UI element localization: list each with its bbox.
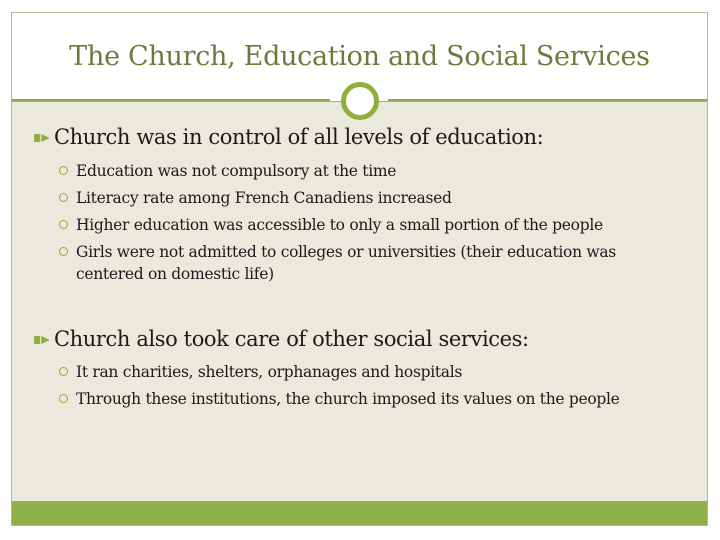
sub-bullet-institutions xyxy=(59,388,676,410)
arrow-bullet-icon xyxy=(41,134,49,142)
slide-content xyxy=(12,13,707,525)
sub-bullet-literacy xyxy=(59,187,676,209)
sub-bullet-text: Girls were not admitted to colleges or universities (their education was xyxy=(76,243,616,261)
bullet-text: Church also took care of other social services: xyxy=(54,327,529,351)
slide xyxy=(11,12,708,526)
bullet-education-control xyxy=(42,125,543,149)
sub-bullet-text: Literacy rate among French Canadiens increased xyxy=(76,189,452,207)
sub-bullet-compulsory xyxy=(59,160,676,182)
circle-bullet-icon xyxy=(59,394,68,403)
circle-bullet-icon xyxy=(59,166,68,175)
bottom-accent-bar xyxy=(12,501,707,525)
sub-bullet-girls xyxy=(59,241,676,285)
sub-bullet-charities xyxy=(59,361,676,383)
sub-bullet-higher-education xyxy=(59,214,676,236)
sub-bullet-text-continued: centered on domestic life) xyxy=(76,265,274,283)
circle-bullet-icon xyxy=(59,193,68,202)
sub-bullet-text: Higher education was accessible to only a small portion of the people xyxy=(76,216,603,234)
sub-bullet-text: Education was not compulsory at the time xyxy=(76,162,397,180)
sub-bullet-text: It ran charities, shelters, orphanages and hospitals xyxy=(76,363,463,381)
slide-title: The Church, Education and Social Services xyxy=(69,41,650,72)
bullet-social-services xyxy=(42,327,529,351)
bullet-text: Church was in control of all levels of education: xyxy=(54,125,544,149)
arrow-bullet-icon xyxy=(41,336,49,344)
circle-bullet-icon xyxy=(59,220,68,229)
sub-bullet-text: Through these institutions, the church imposed its values on the people xyxy=(76,390,620,408)
circle-bullet-icon xyxy=(59,367,68,376)
circle-bullet-icon xyxy=(59,247,68,256)
